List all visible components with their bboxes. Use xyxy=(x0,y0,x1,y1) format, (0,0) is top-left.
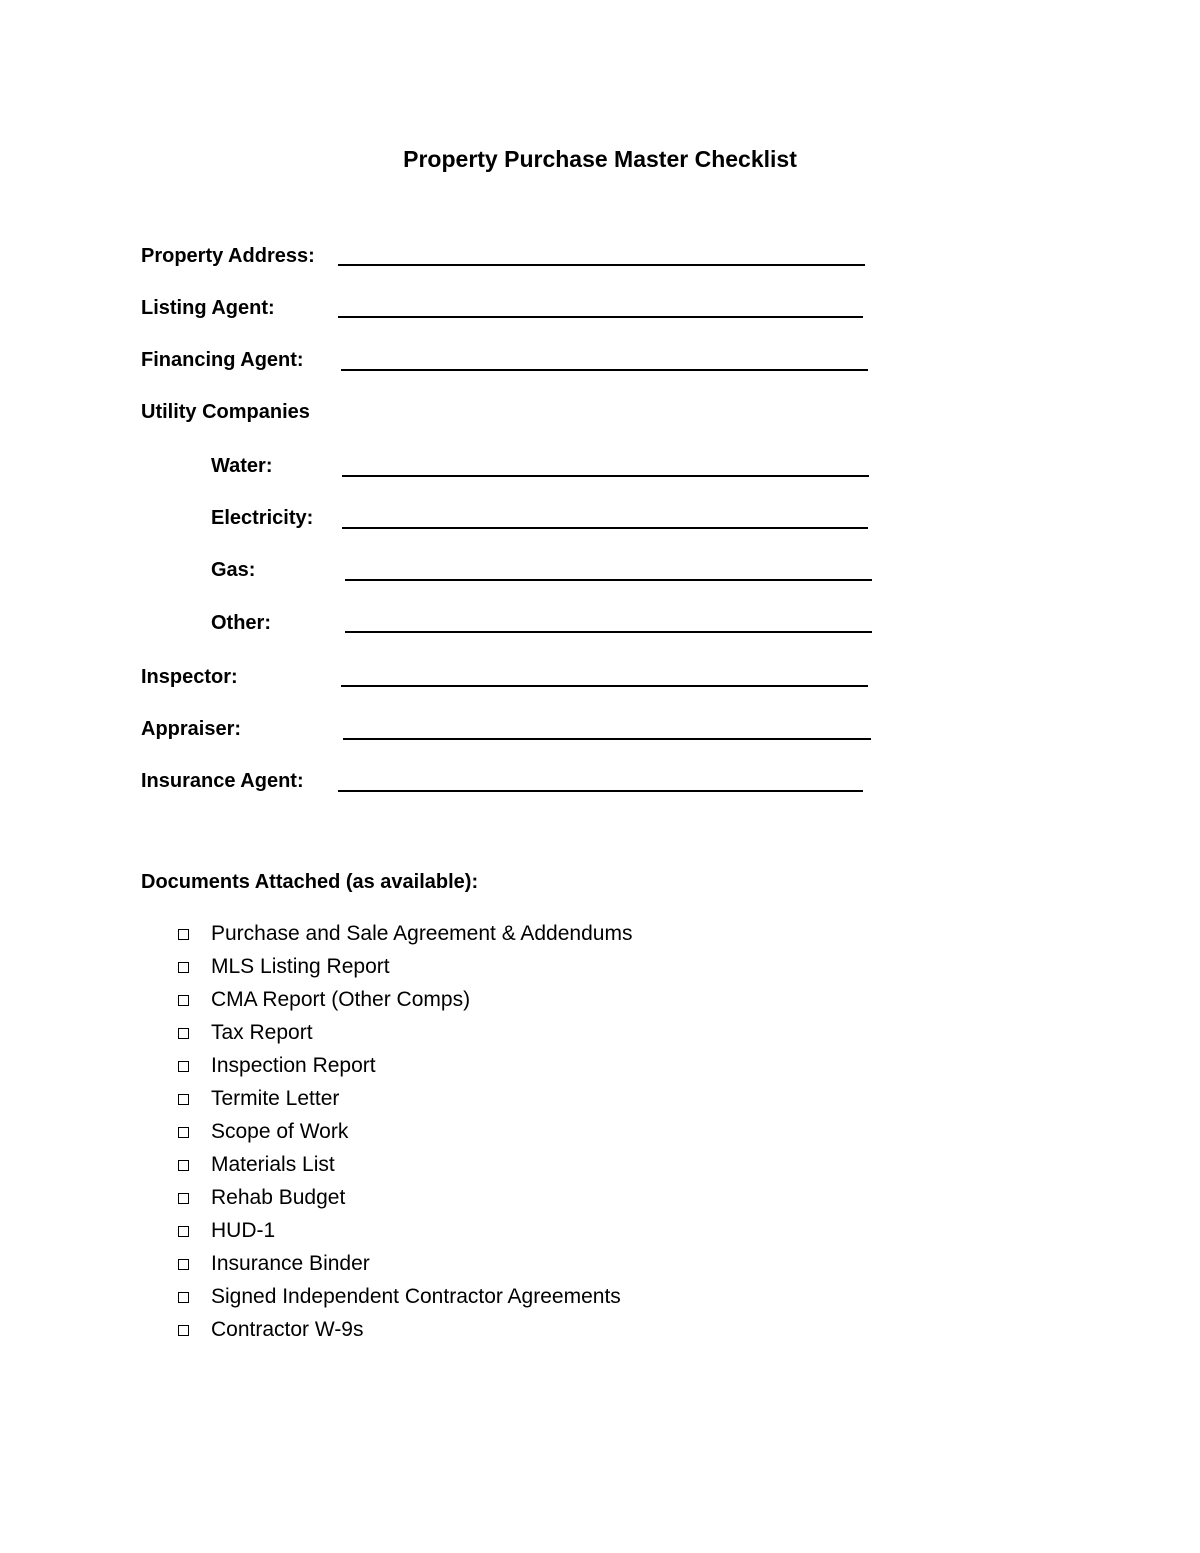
other-field[interactable] xyxy=(345,631,872,633)
document-item xyxy=(178,1313,632,1346)
property-address-label: Property Address: xyxy=(141,245,315,267)
document-label: Inspection Report xyxy=(211,1053,376,1077)
document-item xyxy=(178,1280,632,1313)
appraiser-field[interactable] xyxy=(343,738,871,740)
document-label: Materials List xyxy=(211,1152,335,1176)
gas-label: Gas: xyxy=(211,559,256,581)
checkbox-icon[interactable] xyxy=(178,1292,189,1303)
other-label: Other: xyxy=(211,612,271,634)
document-label: Tax Report xyxy=(211,1020,313,1044)
checkbox-icon[interactable] xyxy=(178,1226,189,1237)
financing-agent-field[interactable] xyxy=(341,369,868,371)
document-label: Insurance Binder xyxy=(211,1251,370,1275)
utility-companies-heading: Utility Companies xyxy=(141,401,310,423)
checkbox-icon[interactable] xyxy=(178,995,189,1006)
document-label: Signed Independent Contractor Agreements xyxy=(211,1284,621,1308)
financing-agent-label: Financing Agent: xyxy=(141,349,304,371)
documents-list xyxy=(178,917,632,1346)
document-item xyxy=(178,1016,632,1049)
listing-agent-field[interactable] xyxy=(338,316,863,318)
water-label: Water: xyxy=(211,455,273,477)
insurance-agent-field[interactable] xyxy=(338,790,863,792)
document-label: Rehab Budget xyxy=(211,1185,346,1209)
document-item xyxy=(178,1082,632,1115)
document-label: CMA Report (Other Comps) xyxy=(211,987,471,1011)
document-item xyxy=(178,917,632,950)
inspector-label: Inspector: xyxy=(141,666,238,688)
document-label: Contractor W-9s xyxy=(211,1317,364,1341)
checkbox-icon[interactable] xyxy=(178,1094,189,1105)
document-item xyxy=(178,1049,632,1082)
checkbox-icon[interactable] xyxy=(178,1325,189,1336)
checkbox-icon[interactable] xyxy=(178,962,189,973)
document-item xyxy=(178,1148,632,1181)
checkbox-icon[interactable] xyxy=(178,1028,189,1039)
document-item xyxy=(178,983,632,1016)
appraiser-label: Appraiser: xyxy=(141,718,242,740)
document-label: Scope of Work xyxy=(211,1119,349,1143)
document-label: HUD-1 xyxy=(211,1218,276,1242)
page-title: Property Purchase Master Checklist xyxy=(403,146,797,172)
document-item xyxy=(178,1247,632,1280)
checkbox-icon[interactable] xyxy=(178,1061,189,1072)
checkbox-icon[interactable] xyxy=(178,1127,189,1138)
property-address-field[interactable] xyxy=(338,264,865,266)
listing-agent-label: Listing Agent: xyxy=(141,297,275,319)
document-item xyxy=(178,1214,632,1247)
gas-field[interactable] xyxy=(345,579,872,581)
checkbox-icon[interactable] xyxy=(178,1193,189,1204)
electricity-field[interactable] xyxy=(342,527,868,529)
document-label: Termite Letter xyxy=(211,1086,340,1110)
document-label: MLS Listing Report xyxy=(211,954,390,978)
checkbox-icon[interactable] xyxy=(178,1160,189,1171)
inspector-field[interactable] xyxy=(341,685,868,687)
documents-heading: Documents Attached (as available): xyxy=(141,871,479,893)
water-field[interactable] xyxy=(342,475,869,477)
checkbox-icon[interactable] xyxy=(178,929,189,940)
document-label: Purchase and Sale Agreement & Addendums xyxy=(211,921,633,945)
document-item xyxy=(178,950,632,983)
document-item xyxy=(178,1181,632,1214)
electricity-label: Electricity: xyxy=(211,507,314,529)
document-item xyxy=(178,1115,632,1148)
checkbox-icon[interactable] xyxy=(178,1259,189,1270)
insurance-agent-label: Insurance Agent: xyxy=(141,770,304,792)
